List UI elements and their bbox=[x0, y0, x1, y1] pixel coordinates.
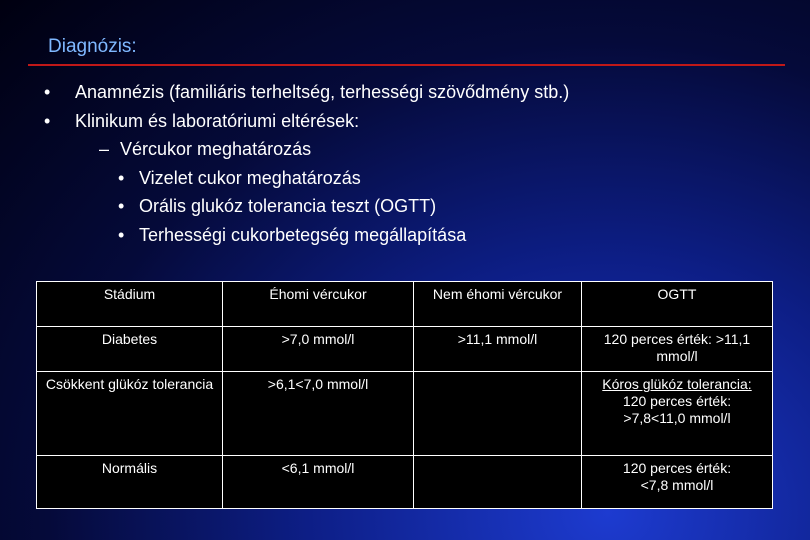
table-row bbox=[37, 456, 773, 509]
ogtt-line: 120 perces érték: bbox=[622, 460, 732, 476]
ogtt-line: <7,8 mmol/l bbox=[640, 477, 714, 493]
slide-title: Diagnózis: bbox=[48, 36, 137, 57]
table-cell: Normális bbox=[37, 456, 223, 509]
bullet-text: Vércukor meghatározás bbox=[120, 139, 312, 159]
table-row bbox=[37, 327, 773, 372]
table-cell: <6,1 mmol/l bbox=[223, 456, 414, 509]
dash-marker: – bbox=[99, 139, 110, 159]
bullet-marker: • bbox=[118, 168, 125, 188]
ogtt-line: 120 perces érték: bbox=[622, 393, 732, 409]
table-row bbox=[37, 372, 773, 456]
header-cell: OGTT bbox=[582, 282, 773, 327]
ogtt-line: >7,8<11,0 mmol/l bbox=[623, 410, 731, 426]
header-cell: Nem éhomi vércukor bbox=[414, 282, 582, 327]
bullet-text: Anamnézis (familiáris terheltség, terhességi szövődmény stb.) bbox=[75, 82, 570, 102]
bullet-marker: • bbox=[118, 196, 125, 216]
header-cell: Éhomi vércukor bbox=[223, 282, 414, 327]
table-cell: Csökkent glükóz tolerancia bbox=[37, 372, 223, 456]
bullet-text: Vizelet cukor meghatározás bbox=[139, 168, 361, 188]
diagnosis-table bbox=[36, 281, 773, 509]
table-cell bbox=[414, 372, 582, 456]
bullet-marker: • bbox=[44, 82, 51, 102]
header-cell: Stádium bbox=[37, 282, 223, 327]
bullet-marker: • bbox=[118, 225, 125, 245]
bullet-text: Klinikum és laboratóriumi eltérések: bbox=[75, 111, 360, 131]
table-header-row bbox=[37, 282, 773, 327]
ogtt-status-label: Kóros glükóz tolerancia: bbox=[602, 376, 752, 392]
table-cell bbox=[414, 456, 582, 509]
table-cell: 120 perces érték: >11,1 mmol/l bbox=[582, 327, 773, 372]
table-cell: Diabetes bbox=[37, 327, 223, 372]
title-divider bbox=[28, 64, 785, 66]
bullet-marker: • bbox=[44, 111, 51, 131]
table-cell bbox=[582, 372, 773, 456]
table-cell: >11,1 mmol/l bbox=[414, 327, 582, 372]
bullet-text: Orális glukóz tolerancia teszt (OGTT) bbox=[139, 196, 437, 216]
table-cell: >7,0 mmol/l bbox=[223, 327, 414, 372]
bullet-text: Terhességi cukorbetegség megállapítása bbox=[139, 225, 467, 245]
table-cell bbox=[582, 456, 773, 509]
table-cell: >6,1<7,0 mmol/l bbox=[223, 372, 414, 456]
